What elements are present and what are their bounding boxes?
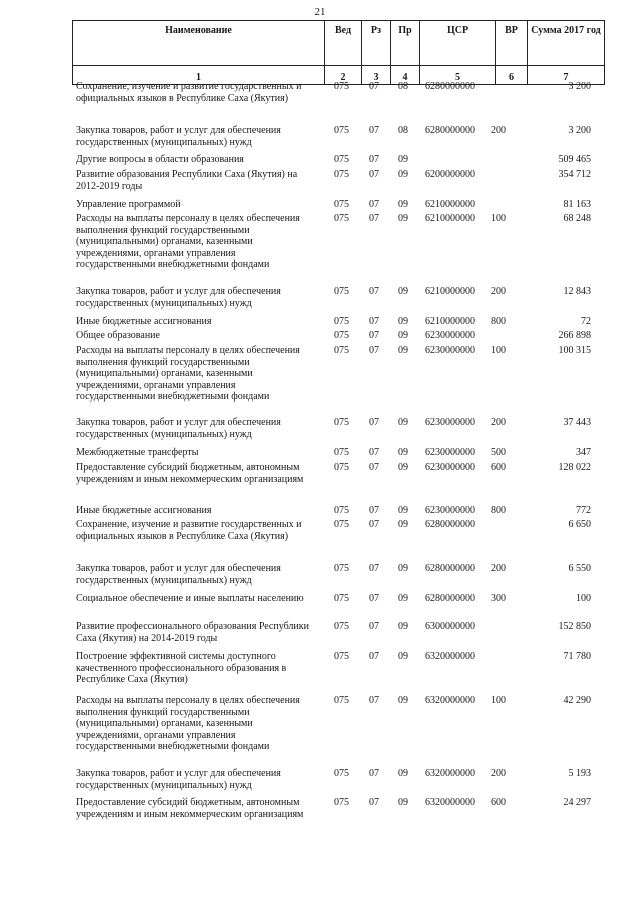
row-vr: 600 <box>491 797 506 808</box>
row-pr: 09 <box>398 169 408 180</box>
row-name: Сохранение, изучение и развитие государственных и официальных языков в Республике Саха (Якутия) <box>76 81 302 104</box>
row-rz: 07 <box>369 505 379 516</box>
row-name: Другие вопросы в области образования <box>76 154 244 165</box>
row-name: Предоставление субсидий бюджетным, автономным учреждениям и иным некоммерческим организациям <box>76 462 304 485</box>
header-num-4: 4 <box>391 66 420 85</box>
row-ved: 075 <box>334 519 349 530</box>
row-pr: 09 <box>398 621 408 632</box>
row-csr: 6210000000 <box>425 213 475 224</box>
row-csr: 6320000000 <box>425 768 475 779</box>
row-ved: 075 <box>334 199 349 210</box>
row-ved: 075 <box>334 169 349 180</box>
row-rz: 07 <box>369 462 379 473</box>
row-name: Развитие образования Республики Саха (Якутия) на 2012-2019 годы <box>76 169 298 192</box>
row-rz: 07 <box>369 199 379 210</box>
row-pr: 09 <box>398 505 408 516</box>
row-sum: 152 850 <box>558 621 591 632</box>
row-rz: 07 <box>369 125 379 136</box>
row-sum: 100 <box>576 593 591 604</box>
row-ved: 075 <box>334 345 349 356</box>
row-csr: 6210000000 <box>425 316 475 327</box>
row-csr: 6280000000 <box>425 125 475 136</box>
row-csr: 6230000000 <box>425 462 475 473</box>
row-name: Управление программой <box>76 199 181 210</box>
row-rz: 07 <box>369 316 379 327</box>
row-pr: 08 <box>398 81 408 92</box>
row-csr: 6320000000 <box>425 651 475 662</box>
row-csr: 6230000000 <box>425 447 475 458</box>
row-name: Закупка товаров, работ и услуг для обеспечения государственных (муниципальных) нужд <box>76 563 281 586</box>
row-vr: 800 <box>491 505 506 516</box>
row-sum: 772 <box>576 505 591 516</box>
row-name: Развитие профессионального образования Республики Саха (Якутия) на 2014-2019 годы <box>76 621 309 644</box>
row-ved: 075 <box>334 563 349 574</box>
row-pr: 09 <box>398 797 408 808</box>
row-ved: 075 <box>334 286 349 297</box>
row-name: Расходы на выплаты персоналу в целях обеспечения выполнения функций государственными (муниципальными) органами, казенными учреждениями, органами управления государственными внебюджетными фондами <box>76 695 300 752</box>
row-csr: 6230000000 <box>425 417 475 428</box>
row-pr: 09 <box>398 519 408 530</box>
row-csr: 6230000000 <box>425 330 475 341</box>
row-sum: 3 200 <box>568 81 591 92</box>
row-name: Предоставление субсидий бюджетным, автономным учреждениям и иным некоммерческим организациям <box>76 797 304 820</box>
row-ved: 075 <box>334 154 349 165</box>
header-ved: Вед <box>325 21 362 66</box>
row-ved: 075 <box>334 651 349 662</box>
row-ved: 075 <box>334 125 349 136</box>
row-sum: 3 200 <box>568 125 591 136</box>
row-csr: 6320000000 <box>425 695 475 706</box>
row-pr: 09 <box>398 213 408 224</box>
row-sum: 6 650 <box>568 519 591 530</box>
row-sum: 354 712 <box>558 169 591 180</box>
row-ved: 075 <box>334 447 349 458</box>
row-sum: 68 248 <box>563 213 591 224</box>
row-sum: 37 443 <box>563 417 591 428</box>
row-csr: 6200000000 <box>425 169 475 180</box>
row-name: Иные бюджетные ассигнования <box>76 505 212 516</box>
row-name: Закупка товаров, работ и услуг для обеспечения государственных (муниципальных) нужд <box>76 417 281 440</box>
row-rz: 07 <box>369 154 379 165</box>
row-vr: 200 <box>491 563 506 574</box>
row-rz: 07 <box>369 169 379 180</box>
row-name: Расходы на выплаты персоналу в целях обеспечения выполнения функций государственными (муниципальными) органами, казенными учреждениями, органами управления государственными внебюджетными фондами <box>76 213 300 270</box>
row-ved: 075 <box>334 417 349 428</box>
row-vr: 600 <box>491 462 506 473</box>
row-rz: 07 <box>369 417 379 428</box>
row-csr: 6230000000 <box>425 505 475 516</box>
row-rz: 07 <box>369 563 379 574</box>
row-rz: 07 <box>369 519 379 530</box>
row-pr: 09 <box>398 345 408 356</box>
header-num-5: 5 <box>420 66 496 85</box>
row-pr: 09 <box>398 316 408 327</box>
row-rz: 07 <box>369 651 379 662</box>
row-sum: 71 780 <box>563 651 591 662</box>
row-pr: 09 <box>398 286 408 297</box>
row-rz: 07 <box>369 768 379 779</box>
row-csr: 6320000000 <box>425 797 475 808</box>
row-ved: 075 <box>334 330 349 341</box>
row-pr: 09 <box>398 447 408 458</box>
budget-table-header <box>72 20 605 85</box>
row-sum: 347 <box>576 447 591 458</box>
row-ved: 075 <box>334 462 349 473</box>
row-pr: 09 <box>398 695 408 706</box>
row-pr: 09 <box>398 199 408 210</box>
row-sum: 5 193 <box>568 768 591 779</box>
row-csr: 6280000000 <box>425 81 475 92</box>
row-name: Построение эффективной системы доступного качественного профессионального образования в Республике Саха (Якутия) <box>76 651 287 685</box>
row-pr: 09 <box>398 154 408 165</box>
header-vr: ВР <box>496 21 528 66</box>
header-num-3: 3 <box>362 66 391 85</box>
row-sum: 24 297 <box>563 797 591 808</box>
row-sum: 266 898 <box>558 330 591 341</box>
row-name: Социальное обеспечение и иные выплаты населению <box>76 593 304 604</box>
row-sum: 100 315 <box>558 345 591 356</box>
row-vr: 100 <box>491 213 506 224</box>
row-ved: 075 <box>334 316 349 327</box>
row-csr: 6230000000 <box>425 345 475 356</box>
row-name: Иные бюджетные ассигнования <box>76 316 212 327</box>
row-csr: 6210000000 <box>425 199 475 210</box>
row-vr: 300 <box>491 593 506 604</box>
row-ved: 075 <box>334 81 349 92</box>
row-rz: 07 <box>369 447 379 458</box>
row-ved: 075 <box>334 213 349 224</box>
row-vr: 500 <box>491 447 506 458</box>
row-csr: 6280000000 <box>425 593 475 604</box>
row-vr: 200 <box>491 286 506 297</box>
row-pr: 09 <box>398 417 408 428</box>
header-num-6: 6 <box>496 66 528 85</box>
header-num-2: 2 <box>325 66 362 85</box>
row-sum: 509 465 <box>558 154 591 165</box>
row-vr: 800 <box>491 316 506 327</box>
row-vr: 200 <box>491 417 506 428</box>
row-pr: 09 <box>398 462 408 473</box>
header-num-7: 7 <box>528 66 605 85</box>
row-rz: 07 <box>369 330 379 341</box>
row-csr: 6280000000 <box>425 563 475 574</box>
row-sum: 72 <box>581 316 591 327</box>
row-csr: 6280000000 <box>425 519 475 530</box>
row-csr: 6210000000 <box>425 286 475 297</box>
row-sum: 42 290 <box>563 695 591 706</box>
row-name: Расходы на выплаты персоналу в целях обеспечения выполнения функций государственными (муниципальными) органами, казенными учреждениями, органами управления государственными внебюджетными фондами <box>76 345 300 402</box>
row-name: Закупка товаров, работ и услуг для обеспечения государственных (муниципальных) нужд <box>76 125 281 148</box>
row-sum: 81 163 <box>563 199 591 210</box>
row-pr: 08 <box>398 125 408 136</box>
row-pr: 09 <box>398 593 408 604</box>
row-name: Закупка товаров, работ и услуг для обеспечения государственных (муниципальных) нужд <box>76 768 281 791</box>
header-sum: Сумма 2017 год <box>528 21 605 66</box>
row-sum: 12 843 <box>563 286 591 297</box>
row-pr: 09 <box>398 768 408 779</box>
row-rz: 07 <box>369 213 379 224</box>
row-rz: 07 <box>369 695 379 706</box>
header-csr: ЦСР <box>420 21 496 66</box>
row-sum: 6 550 <box>568 563 591 574</box>
row-ved: 075 <box>334 505 349 516</box>
row-name: Закупка товаров, работ и услуг для обеспечения государственных (муниципальных) нужд <box>76 286 281 309</box>
row-rz: 07 <box>369 797 379 808</box>
page-number: 21 <box>314 6 326 18</box>
header-pr: Пр <box>391 21 420 66</box>
header-name: Наименование <box>73 21 325 66</box>
row-ved: 075 <box>334 797 349 808</box>
row-ved: 075 <box>334 621 349 632</box>
row-rz: 07 <box>369 286 379 297</box>
row-sum: 128 022 <box>558 462 591 473</box>
row-name: Межбюджетные трансферты <box>76 447 199 458</box>
row-pr: 09 <box>398 330 408 341</box>
row-rz: 07 <box>369 81 379 92</box>
row-vr: 200 <box>491 768 506 779</box>
row-rz: 07 <box>369 345 379 356</box>
row-vr: 100 <box>491 345 506 356</box>
row-vr: 100 <box>491 695 506 706</box>
row-ved: 075 <box>334 768 349 779</box>
row-ved: 075 <box>334 593 349 604</box>
row-name: Сохранение, изучение и развитие государственных и официальных языков в Республике Саха (Якутия) <box>76 519 302 542</box>
row-ved: 075 <box>334 695 349 706</box>
row-vr: 200 <box>491 125 506 136</box>
header-num-1: 1 <box>73 66 325 85</box>
row-pr: 09 <box>398 651 408 662</box>
row-rz: 07 <box>369 621 379 632</box>
row-name: Общее образование <box>76 330 160 341</box>
row-pr: 09 <box>398 563 408 574</box>
header-rz: Рз <box>362 21 391 66</box>
row-rz: 07 <box>369 593 379 604</box>
row-csr: 6300000000 <box>425 621 475 632</box>
